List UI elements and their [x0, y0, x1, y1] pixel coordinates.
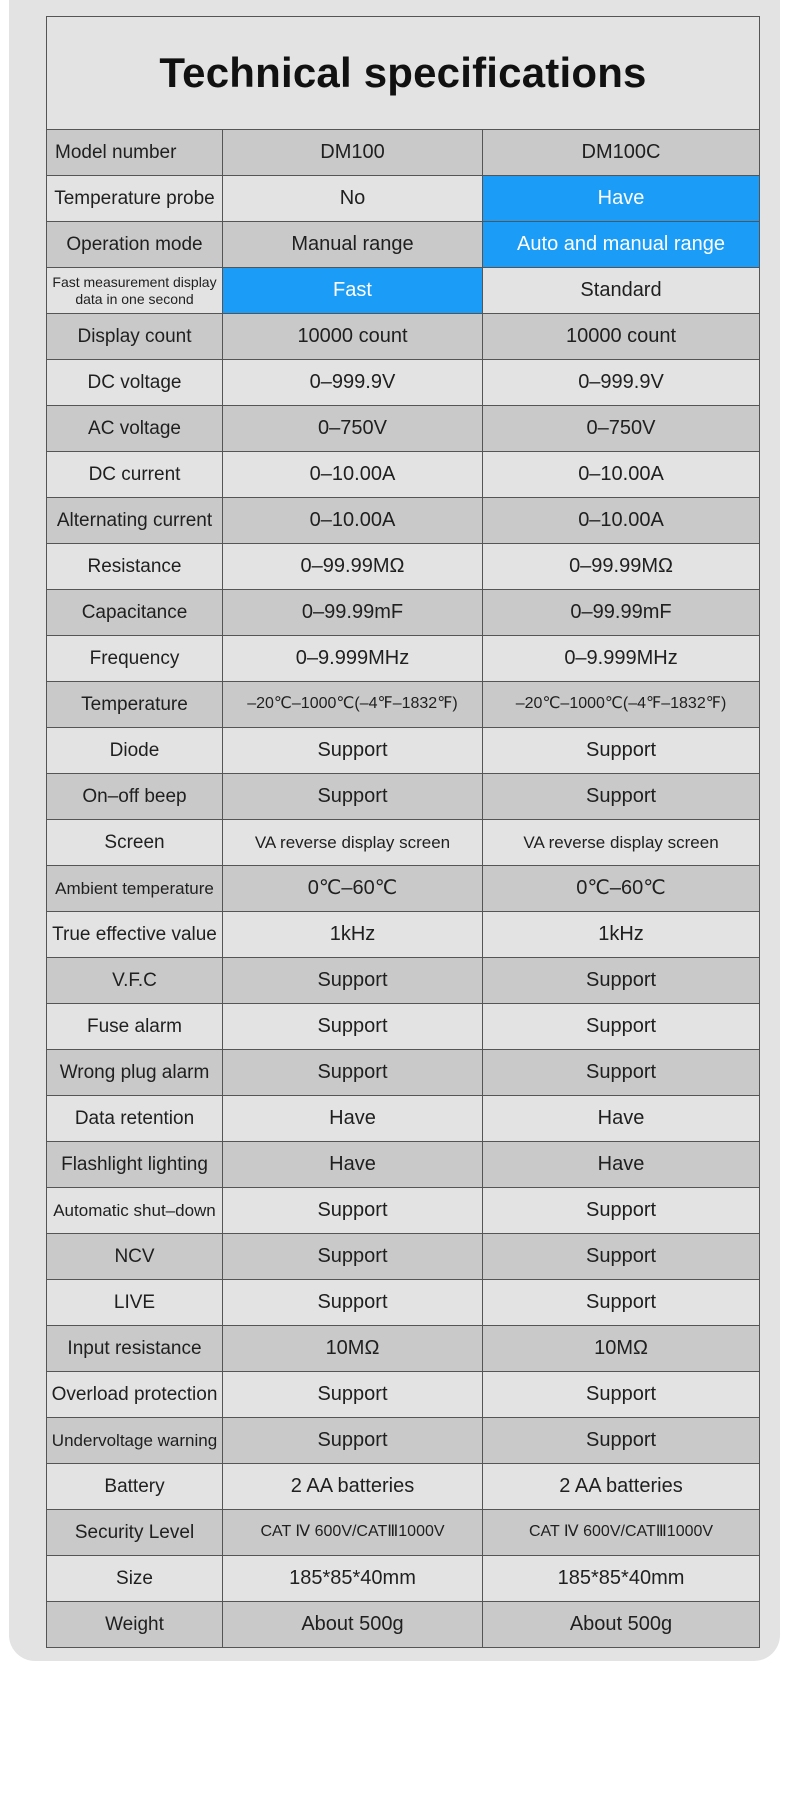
dm100c-value: Support	[483, 1188, 760, 1234]
table-row	[47, 452, 760, 498]
dm100c-value: 0–999.9V	[483, 360, 760, 406]
dm100-value: 0–10.00A	[223, 452, 483, 498]
row-label: Security Level	[47, 1510, 223, 1556]
row-label: Weight	[47, 1602, 223, 1648]
table-row	[47, 1556, 760, 1602]
row-label: Fast measurement display data in one second	[47, 268, 223, 314]
dm100c-value: Support	[483, 1280, 760, 1326]
page-title: Technical specifications	[47, 17, 760, 130]
row-label: Screen	[47, 820, 223, 866]
table-row	[47, 1234, 760, 1280]
table-row	[47, 820, 760, 866]
dm100-value: Support	[223, 1280, 483, 1326]
table-row	[47, 1004, 760, 1050]
dm100c-value: CAT Ⅳ 600V/CATⅢ1000V	[483, 1510, 760, 1556]
row-label: AC voltage	[47, 406, 223, 452]
table-row	[47, 222, 760, 268]
row-label: Alternating current	[47, 498, 223, 544]
table-row	[47, 1050, 760, 1096]
row-label: Resistance	[47, 544, 223, 590]
row-label: Data retention	[47, 1096, 223, 1142]
row-label: Temperature	[47, 682, 223, 728]
table-row	[47, 636, 760, 682]
dm100c-value: VA reverse display screen	[483, 820, 760, 866]
table-row	[47, 866, 760, 912]
dm100c-value-highlight: Have	[483, 176, 760, 222]
table-row	[47, 1280, 760, 1326]
row-label: On–off beep	[47, 774, 223, 820]
dm100c-value: 0–9.999MHz	[483, 636, 760, 682]
row-label: Size	[47, 1556, 223, 1602]
dm100-value: Support	[223, 1004, 483, 1050]
dm100-value: Manual range	[223, 222, 483, 268]
table-row	[47, 1372, 760, 1418]
dm100-value: Support	[223, 1372, 483, 1418]
dm100-value: 10MΩ	[223, 1326, 483, 1372]
row-label: Automatic shut–down	[47, 1188, 223, 1234]
dm100-value: No	[223, 176, 483, 222]
row-label: Wrong plug alarm	[47, 1050, 223, 1096]
dm100-value: CAT Ⅳ 600V/CATⅢ1000V	[223, 1510, 483, 1556]
dm100c-value: 1kHz	[483, 912, 760, 958]
dm100c-value: 0–99.99mF	[483, 590, 760, 636]
table-row	[47, 544, 760, 590]
dm100-value: Support	[223, 958, 483, 1004]
table-row	[47, 1510, 760, 1556]
table-row	[47, 912, 760, 958]
row-label: True effective value	[47, 912, 223, 958]
dm100-value: Support	[223, 728, 483, 774]
dm100-value: Support	[223, 774, 483, 820]
dm100-value: VA reverse display screen	[223, 820, 483, 866]
row-label: Fuse alarm	[47, 1004, 223, 1050]
table-row	[47, 498, 760, 544]
table-row	[47, 1096, 760, 1142]
table-row	[47, 774, 760, 820]
dm100-value: 0–999.9V	[223, 360, 483, 406]
row-label: DC voltage	[47, 360, 223, 406]
dm100c-value: 0–10.00A	[483, 498, 760, 544]
table-row	[47, 1142, 760, 1188]
table-row	[47, 958, 760, 1004]
dm100c-value: 0℃–60℃	[483, 866, 760, 912]
table-row	[47, 728, 760, 774]
row-label: Operation mode	[47, 222, 223, 268]
dm100-value: 0–9.999MHz	[223, 636, 483, 682]
dm100c-value: Support	[483, 728, 760, 774]
dm100-value: 0–99.99mF	[223, 590, 483, 636]
dm100c-value: Support	[483, 1004, 760, 1050]
dm100-value: 185*85*40mm	[223, 1556, 483, 1602]
dm100c-value: 185*85*40mm	[483, 1556, 760, 1602]
row-label: Capacitance	[47, 590, 223, 636]
dm100c-value-highlight: Auto and manual range	[483, 222, 760, 268]
table-row	[47, 1464, 760, 1510]
table-row	[47, 360, 760, 406]
table-row	[47, 130, 760, 176]
dm100c-value: Support	[483, 1372, 760, 1418]
row-label: Model number	[47, 130, 223, 176]
dm100-value: Support	[223, 1050, 483, 1096]
table-row	[47, 590, 760, 636]
table-row	[47, 1602, 760, 1648]
dm100c-value: Support	[483, 1234, 760, 1280]
dm100c-value: Support	[483, 1050, 760, 1096]
title-row	[47, 17, 760, 130]
table-row	[47, 268, 760, 314]
dm100c-value: –20℃–1000℃(–4℉–1832℉)	[483, 682, 760, 728]
table-row	[47, 1326, 760, 1372]
spec-card	[9, 0, 780, 1661]
table-row	[47, 176, 760, 222]
row-label: Diode	[47, 728, 223, 774]
dm100-value: –20℃–1000℃(–4℉–1832℉)	[223, 682, 483, 728]
dm100c-value: Have	[483, 1096, 760, 1142]
dm100-value: 2 AA batteries	[223, 1464, 483, 1510]
dm100-value: 0–10.00A	[223, 498, 483, 544]
dm100-value: Have	[223, 1096, 483, 1142]
dm100c-value: Support	[483, 774, 760, 820]
dm100c-value: 0–750V	[483, 406, 760, 452]
row-label: Battery	[47, 1464, 223, 1510]
dm100-value-highlight: Fast	[223, 268, 483, 314]
dm100c-value: About 500g	[483, 1602, 760, 1648]
dm100-value: DM100	[223, 130, 483, 176]
row-label: NCV	[47, 1234, 223, 1280]
dm100c-value: Have	[483, 1142, 760, 1188]
dm100-value: Support	[223, 1234, 483, 1280]
dm100c-value: 2 AA batteries	[483, 1464, 760, 1510]
dm100c-value: Standard	[483, 268, 760, 314]
table-row	[47, 314, 760, 360]
dm100-value: 10000 count	[223, 314, 483, 360]
table-row	[47, 1188, 760, 1234]
row-label: LIVE	[47, 1280, 223, 1326]
row-label: Input resistance	[47, 1326, 223, 1372]
row-label: Temperature probe	[47, 176, 223, 222]
dm100c-value: 10000 count	[483, 314, 760, 360]
row-label: Undervoltage warning	[47, 1418, 223, 1464]
dm100-value: Support	[223, 1418, 483, 1464]
dm100-value: 0–750V	[223, 406, 483, 452]
dm100c-value: 0–10.00A	[483, 452, 760, 498]
spec-table	[46, 16, 760, 1648]
dm100-value: Have	[223, 1142, 483, 1188]
table-row	[47, 406, 760, 452]
dm100c-value: 0–99.99MΩ	[483, 544, 760, 590]
row-label: V.F.C	[47, 958, 223, 1004]
dm100c-value: 10MΩ	[483, 1326, 760, 1372]
dm100c-value: DM100C	[483, 130, 760, 176]
row-label: Display count	[47, 314, 223, 360]
dm100-value: 0–99.99MΩ	[223, 544, 483, 590]
row-label: Flashlight lighting	[47, 1142, 223, 1188]
dm100c-value: Support	[483, 958, 760, 1004]
table-row	[47, 1418, 760, 1464]
row-label: Frequency	[47, 636, 223, 682]
dm100-value: Support	[223, 1188, 483, 1234]
dm100c-value: Support	[483, 1418, 760, 1464]
table-row	[47, 682, 760, 728]
dm100-value: 0℃–60℃	[223, 866, 483, 912]
row-label: DC current	[47, 452, 223, 498]
dm100-value: About 500g	[223, 1602, 483, 1648]
dm100-value: 1kHz	[223, 912, 483, 958]
row-label: Ambient temperature	[47, 866, 223, 912]
row-label: Overload protection	[47, 1372, 223, 1418]
